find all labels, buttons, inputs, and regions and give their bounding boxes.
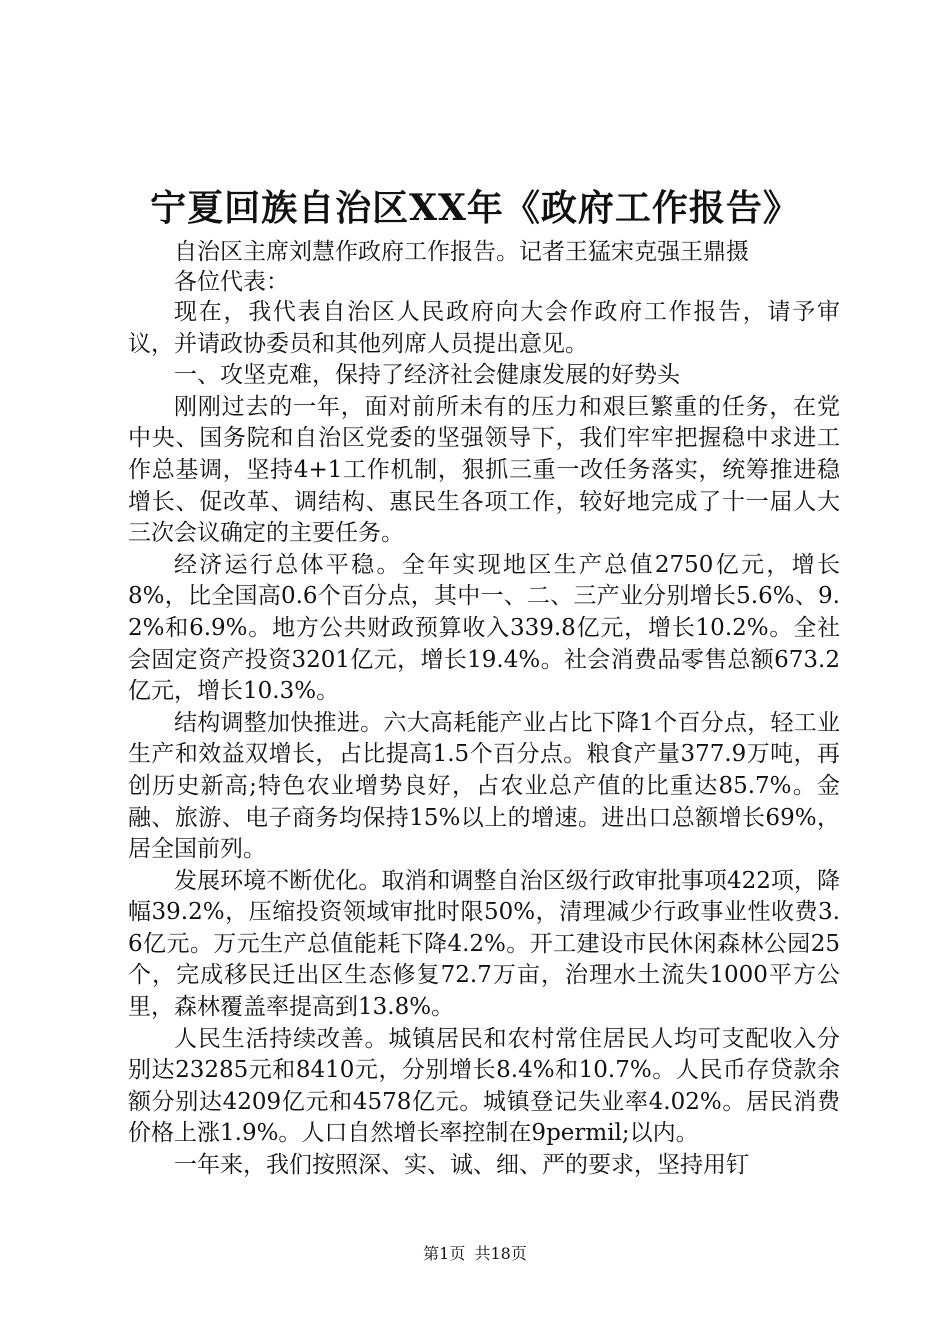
paragraph: 结构调整加快推进。六大高耗能产业占比下降1个百分点，轻工业生产和效益双增长，占比提高1.5个百分点。粮食产量377.9万吨，再创历史新高;特色农业增势良好，占农业总产值的比重达85.7%。金融、旅游、电子商务均保持15%以上的增速。进出口总额增长69%，居全国前列。 — [128, 709, 840, 863]
paragraph: 经济运行总体平稳。全年实现地区生产总值2750亿元，增长8%，比全国高0.6个百分点，其中一、二、三产业分别增长5.6%、9.2%和6.9%。地方公共财政预算收入339.8亿元，增长10.2%。全社会固定资产投资3201亿元，增长19.4%。社会消费品零售总额673.2亿元，增长10.3%。 — [128, 551, 840, 705]
page-total: 共18页 — [474, 1244, 527, 1263]
paragraph: 一年来，我们按照深、实、诚、细、严的要求，坚持用钉 — [174, 1152, 749, 1179]
page-number: 第1页 — [423, 1244, 466, 1263]
photo-caption: 自治区主席刘慧作政府工作报告。记者王猛宋克强王鼎摄 — [174, 239, 749, 265]
paragraph: 发展环境不断优化。取消和调整自治区级行政审批事项422项，降幅39.2%，压缩投资领域审批时限50%，清理减少行政事业性收费3.6亿元。万元生产总值能耗下降4.2%。开工建设市民休闲森林公园25个，完成移民迁出区生态修复72.7万亩，治理水土流失1000平方公里，森林覆盖率提高到13.8%。 — [128, 867, 840, 1021]
salutation: 各位代表： — [174, 269, 289, 295]
page-footer — [0, 1242, 950, 1266]
section-heading: 一、攻坚克难，保持了经济社会健康发展的好势头 — [174, 362, 680, 389]
document-body — [128, 237, 840, 1182]
paragraph: 现在，我代表自治区人民政府向大会作政府工作报告，请予审议，并请政协委员和其他列席人员提出意见。 — [128, 299, 840, 357]
paragraph: 刚刚过去的一年，面对前所未有的压力和艰巨繁重的任务，在党中央、国务院和自治区党委的坚强领导下，我们牢牢把握稳中求进工作总基调，坚持4+1工作机制，狠抓三重一改任务落实，统筹推进稳增长、促改革、调结构、惠民生各项工作，较好地完成了十一届人大三次会议确定的主要任务。 — [128, 393, 840, 547]
document-title: 宁夏回族自治区XX年《政府工作报告》 — [150, 187, 800, 229]
paragraph: 人民生活持续改善。城镇居民和农村常住居民人均可支配收入分别达23285元和8410元，分别增长8.4%和10.7%。人民币存贷款余额分别达4209亿元和4578亿元。城镇登记失业率4.02%。居民消费价格上涨1.9%。人口自然增长率控制在9permil;以内。 — [128, 1025, 840, 1147]
